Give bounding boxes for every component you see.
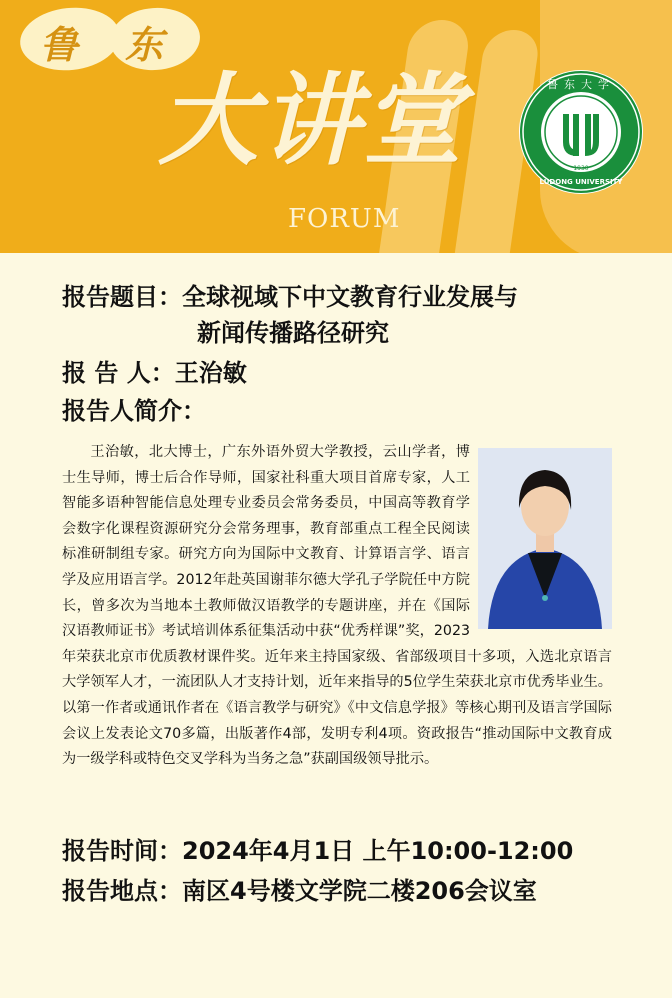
logo-year: 1930: [573, 165, 589, 172]
report-title-line: [62, 282, 518, 312]
series-name-char: 东: [125, 22, 164, 67]
bio-text: 王治敏，北大博士，广东外语外贸大学教授，云山学者，博士生导师，博士后合作导师，国家社科重大项目首席专家，人工智能多语种智能信息处理专业委员会常务委员，中国高等教育学会数字化课程资源研究分会常务理事，教育部重点工程全民阅读标准研制组专家。研究方向为国际中文教育、计算语言学、语言学及应用语言学。2012年赴英国谢菲尔德大学孔子学院任中方院长，曾多次为当地本土教师做汉语教学的专题讲座，并在《国际汉语教师证书》考试培训体系征集活动中获“优秀样课”奖，2023年荣获北京市优质教材课件奖。近年来主持国家级、省部级项目十多项，入选北京语言大学领军人才，一流团队人才支持计划，近年来指导的5位学生荣获北京市优秀毕业生。以第一作者或通讯作者在《语言教学与研究》《中文信息学报》等核心期刊及语言学国际会议上发表论文70多篇，出版著作4部，发明专利4项。资政报告“推动国际中文教育成为一级学科或特色交叉学科为当务之急”获副国级领导批示。: [62, 444, 612, 768]
forum-title: 大讲堂: [158, 61, 464, 179]
title-label: 报告题目：: [62, 283, 182, 311]
time-value: 2024年4月1日 上午10:00-12:00: [182, 837, 574, 865]
place-label: 报告地点：: [62, 877, 182, 905]
speaker-label: 报 告 人：: [62, 359, 175, 387]
university-logo-icon: [519, 70, 643, 194]
speaker-photo: [478, 448, 612, 629]
title-text-line2: 新闻传播路径研究: [197, 319, 389, 347]
speaker-bio-block: [62, 440, 612, 773]
time-label: 报告时间：: [62, 837, 182, 865]
intro-label: 报告人简介：: [62, 397, 206, 425]
place-value: 南区4号楼文学院二楼206会议室: [182, 877, 537, 905]
place-line: [62, 876, 537, 906]
forum-subtitle: FORUM: [288, 204, 401, 234]
time-line: [62, 836, 573, 866]
speaker-name: 王治敏: [174, 359, 247, 387]
title-text: 全球视域下中文教育行业发展与: [182, 283, 518, 311]
logo-text-top: 鲁东大学: [547, 78, 615, 91]
banner: [0, 0, 672, 253]
series-name-char: 鲁: [40, 22, 79, 67]
speaker-line: [62, 358, 247, 388]
logo-text-bottom: LUDONG UNIVERSITY: [539, 178, 623, 186]
